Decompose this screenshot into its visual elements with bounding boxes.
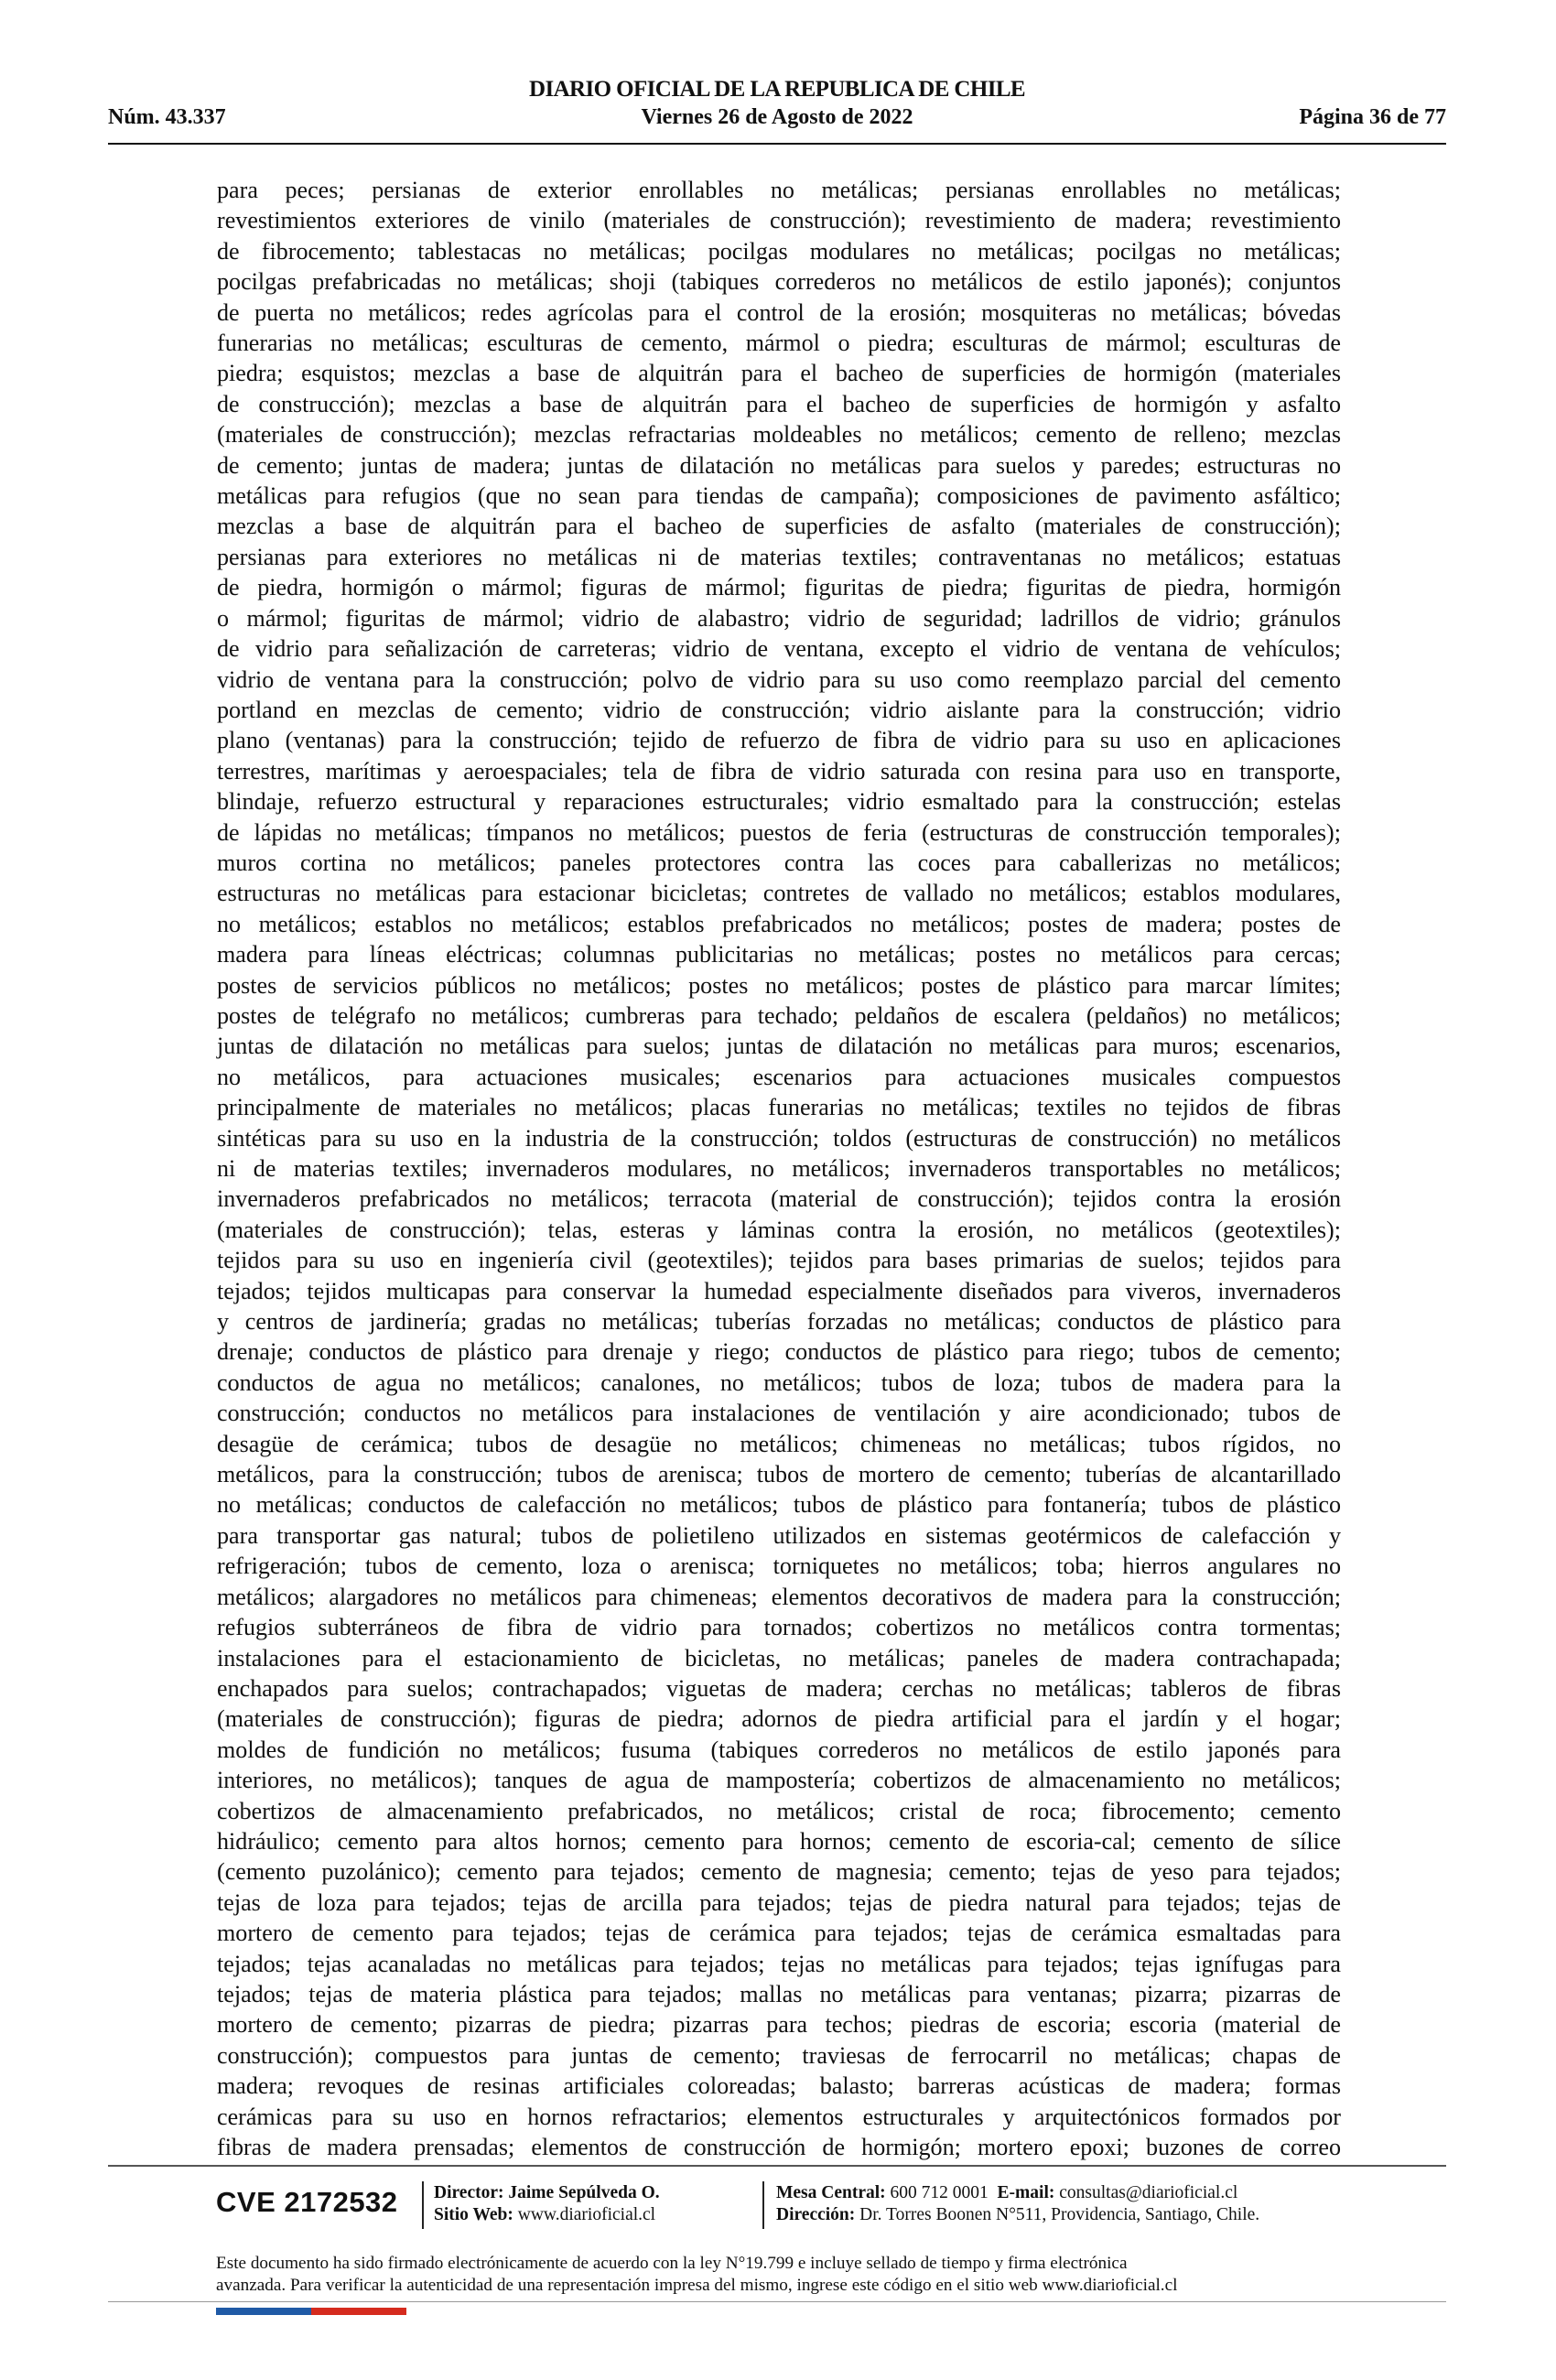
body-text-line: ni de materias textiles; invernaderos modulares, no metálicos; invernaderos transportables no metálicos; xyxy=(217,1155,1341,1182)
body-text-line: cerámicas para su uso en hornos refractarios; elementos estructurales y arquitectónicos formados por xyxy=(217,2103,1341,2130)
body-text-line: juntas de dilatación no metálicas para suelos; juntas de dilatación no metálicas para muros; escenarios, xyxy=(217,1033,1341,1060)
publication-title: DIARIO OFICIAL DE LA REPUBLICA DE CHILE xyxy=(529,77,1025,102)
phone-label: Mesa Central: xyxy=(776,2183,886,2202)
body-text-line: mortero de cemento para tejados; tejas de cerámica para tejados; tejas de cerámica esmaltadas para xyxy=(217,1920,1341,1947)
body-text-line: portland en mezclas de cemento; vidrio de construcción; vidrio aislante para la construcción; vidrio xyxy=(217,696,1341,723)
body-text-line: invernaderos prefabricados no metálicos; terracota (material de construcción); tejidos contra la erosión xyxy=(217,1185,1341,1213)
issue-date: Viernes 26 de Agosto de 2022 xyxy=(641,105,913,129)
address-line xyxy=(776,2204,1259,2226)
body-text-line: de lápidas no metálicas; tímpanos no metálicos; puestos de feria (estructuras de construcción temporales); xyxy=(217,818,1341,846)
footer-contacts-left xyxy=(434,2182,660,2226)
body-text-line: sintéticas para su uso en la industria de la construcción; toldos (estructuras de construcción) no metálicos xyxy=(217,1124,1341,1152)
body-text-line: refrigeración; tubos de cemento, loza o arenisca; torniquetes no metálicos; toba; hierros angulares no xyxy=(217,1552,1341,1580)
body-text-line: no metálicas; conductos de calefacción no metálicos; tubos de plástico para fontanería; tubos de plástico xyxy=(217,1491,1341,1519)
body-text-line: vidrio de ventana para la construcción; polvo de vidrio para su uso como reemplazo parcial del cemento xyxy=(217,665,1341,693)
body-text-line: construcción; conductos no metálicos para instalaciones de ventilación y aire acondicionado; tubos de xyxy=(217,1400,1341,1427)
body-text-line: metálicos; alargadores no metálicos para chimeneas; elementos decorativos de madera para la construcción; xyxy=(217,1583,1341,1610)
flag-stripe-blue xyxy=(216,2308,311,2315)
body-text-line: plano (ventanas) para la construcción; tejido de refuerzo de fibra de vidrio para su uso en aplicaciones xyxy=(217,727,1341,754)
body-text-line: pocilgas prefabricadas no metálicas; shoji (tabiques correderos no metálicos de estilo japonés); conjuntos xyxy=(217,268,1341,296)
body-text-line: de piedra, hormigón o mármol; figuras de mármol; figuritas de piedra; figuritas de piedra, hormigón xyxy=(217,574,1341,601)
body-text-line: estructuras no metálicas para estacionar bicicletas; contretes de vallado no metálicos; establos modulares, xyxy=(217,880,1341,907)
body-text-line: y centros de jardinería; gradas no metálicas; tuberías forzadas no metálicas; conductos de plástico para xyxy=(217,1308,1341,1336)
body-text-line: de cemento; juntas de madera; juntas de dilatación no metálicas para suelos y paredes; estructuras no xyxy=(217,451,1341,479)
website-line xyxy=(434,2204,660,2226)
body-text-line: funerarias no metálicas; esculturas de cemento, mármol o piedra; esculturas de mármol; esculturas de xyxy=(217,330,1341,357)
phone-number: 600 712 0001 xyxy=(890,2183,989,2202)
body-text-line: interiores, no metálicos); tanques de agua de mampostería; cobertizos de almacenamiento no metálicos; xyxy=(217,1767,1341,1794)
body-text-line: persianas para exteriores no metálicas ni de materias textiles; contraventanas no metálicos; estatuas xyxy=(217,543,1341,570)
body-text-line: tejados; tejas de materia plástica para tejados; mallas no metálicas para ventanas; pizarra; pizarras de xyxy=(217,1980,1341,2007)
header-divider xyxy=(108,143,1446,145)
director-name: Jaime Sepúlveda O. xyxy=(508,2183,660,2202)
body-text-line: no metálicos; establos no metálicos; establos prefabricados no metálicos; postes de madera; postes de xyxy=(217,910,1341,937)
body-text-line: muros cortina no metálicos; paneles protectores contra las coces para caballerizas no metálicos; xyxy=(217,849,1341,876)
bottom-divider xyxy=(108,2301,1446,2302)
footer-contacts-right xyxy=(776,2182,1259,2226)
body-text-line: principalmente de materiales no metálicos; placas funerarias no metálicas; textiles no tejidos de fibras xyxy=(217,1094,1341,1121)
body-text-line: de construcción); mezclas a base de alquitrán para el bacheo de superficies de hormigón y asfalto xyxy=(217,390,1341,417)
email-label: E-mail: xyxy=(997,2183,1055,2202)
body-text-line: mezclas a base de alquitrán para el bacheo de superficies de asfalto (materiales de construcción); xyxy=(217,513,1341,540)
body-text-line: madera para líneas eléctricas; columnas publicitarias no metálicas; postes no metálicos para cercas; xyxy=(217,941,1341,968)
body-text-line: drenaje; conductos de plástico para drenaje y riego; conductos de plástico para riego; tubos de cemento; xyxy=(217,1338,1341,1366)
website-link[interactable]: www.diarioficial.cl xyxy=(517,2205,656,2224)
body-text-line: conductos de agua no metálicos; canalones, no metálicos; tubos de loza; tubos de madera para la xyxy=(217,1368,1341,1396)
body-text-line: madera; revoques de resinas artificiales coloreadas; balasto; barreras acústicas de madera; formas xyxy=(217,2072,1341,2100)
body-text-line: enchapados para suelos; contrachapados; viguetas de madera; cerchas no metálicas; tableros de fibras xyxy=(217,1674,1341,1702)
body-text-line: instalaciones para el estacionamiento de bicicletas, no metálicas; paneles de madera contrachapada; xyxy=(217,1644,1341,1671)
body-text-line: para transportar gas natural; tubos de polietileno utilizados en sistemas geotérmicos de calefacción y xyxy=(217,1521,1341,1549)
body-text-line: refugios subterráneos de fibra de vidrio para tornados; cobertizos no metálicos contra tormentas; xyxy=(217,1614,1341,1641)
body-text-line: tejados; tejas acanaladas no metálicas para tejados; tejas no metálicas para tejados; tejas ignífugas para xyxy=(217,1950,1341,1977)
body-text-line: construcción); compuestos para juntas de cemento; traviesas de ferrocarril no metálicas; chapas de xyxy=(217,2041,1341,2069)
phone-email-line xyxy=(776,2182,1259,2204)
body-text-line: (cemento puzolánico); cemento para tejados; cemento de magnesia; cemento; tejas de yeso para tejados; xyxy=(217,1858,1341,1886)
address-label: Dirección: xyxy=(776,2205,856,2224)
body-text-line: metálicas para refugios (que no sean para tiendas de campaña); composiciones de pavimento asfáltico; xyxy=(217,482,1341,510)
body-text-line: fibras de madera prensadas; elementos de construcción de hormigón; mortero epoxi; buzones de correo xyxy=(217,2134,1341,2160)
address-value: Dr. Torres Boonen N°511, Providencia, Santiago, Chile. xyxy=(859,2205,1260,2224)
body-text-line: moldes de fundición no metálicos; fusuma (tabiques correderos no metálicos de estilo japonés para xyxy=(217,1736,1341,1763)
footer-separator xyxy=(762,2181,764,2229)
body-text-line: (materiales de construcción); figuras de piedra; adornos de piedra artificial para el jardín y el hogar; xyxy=(217,1705,1341,1733)
body-text-line: mortero de cemento; pizarras de piedra; pizarras para techos; piedras de escoria; escoria (material de xyxy=(217,2011,1341,2039)
body-text-line: postes de telégrafo no metálicos; cumbreras para techado; peldaños de escalera (peldaños) no metálicos; xyxy=(217,1001,1341,1029)
body-text-line: metálicos, para la construcción; tubos de arenisca; tubos de mortero de cemento; tuberías de alcantarillado xyxy=(217,1461,1341,1488)
body-text-line: tejas de loza para tejados; tejas de arcilla para tejados; tejas de piedra natural para tejados; tejas de xyxy=(217,1888,1341,1916)
body-text-line: (materiales de construcción); mezclas refractarias moldeables no metálicos; cemento de relleno; mezclas xyxy=(217,421,1341,449)
website-label: Sitio Web: xyxy=(434,2205,513,2224)
body-text-line: de puerta no metálicos; redes agrícolas para el control de la erosión; mosquiteras no metálicas; bóvedas xyxy=(217,298,1341,326)
body-text-line: desagüe de cerámica; tubos de desagüe no metálicos; chimeneas no metálicas; tubos rígidos, no xyxy=(217,1430,1341,1457)
director-label: Director: xyxy=(434,2183,504,2202)
legal-notice-line: avanzada. Para verificar la autenticidad de una representación impresa del mismo, ingrese este código en el sitio web www.diarioficial.cl xyxy=(216,2276,1178,2295)
document-body xyxy=(217,175,1341,2162)
body-text-line: tejados; tejidos multicapas para conservar la humedad especialmente diseñados para viveros, invernaderos xyxy=(217,1277,1341,1304)
body-text-line: postes de servicios públicos no metálicos; postes no metálicos; postes de plástico para marcar límites; xyxy=(217,971,1341,999)
body-text-line: de vidrio para señalización de carreteras; vidrio de ventana, excepto el vidrio de ventana de vehículos; xyxy=(217,635,1341,663)
body-text-line: hidráulico; cemento para altos hornos; cemento para hornos; cemento de escoria-cal; cemento de sílice xyxy=(217,1827,1341,1855)
footer-separator xyxy=(422,2181,424,2229)
flag-stripe-red xyxy=(311,2308,406,2315)
cve-code: CVE 2172532 xyxy=(216,2186,398,2218)
footer-divider xyxy=(108,2165,1446,2167)
page-indicator: Página 36 de 77 xyxy=(1299,105,1446,129)
director-line xyxy=(434,2182,660,2204)
body-text-line: de fibrocemento; tablestacas no metálicas; pocilgas modulares no metálicas; pocilgas no metálicas; xyxy=(217,237,1341,265)
body-text-line: (materiales de construcción); telas, esteras y láminas contra la erosión, no metálicos (geotextiles); xyxy=(217,1216,1341,1243)
body-text-line: cobertizos de almacenamiento prefabricados, no metálicos; cristal de roca; fibrocemento; cemento xyxy=(217,1797,1341,1824)
body-text-line: blindaje, refuerzo estructural y reparaciones estructurales; vidrio esmaltado para la construcción; estelas xyxy=(217,788,1341,816)
legal-notice-line: Este documento ha sido firmado electrónicamente de acuerdo con la ley N°19.799 e incluye sellado de tiempo y firma electrónica xyxy=(216,2254,1128,2273)
body-text-line: piedra; esquistos; mezclas a base de alquitrán para el bacheo de superficies de hormigón (materiales xyxy=(217,360,1341,387)
body-text-line: revestimientos exteriores de vinilo (materiales de construcción); revestimiento de madera; revestimiento xyxy=(217,207,1341,234)
body-text-line: para peces; persianas de exterior enrollables no metálicas; persianas enrollables no metálicas; xyxy=(217,177,1341,203)
email-link[interactable]: consultas@diarioficial.cl xyxy=(1059,2183,1238,2202)
body-text-line: terrestres, marítimas y aeroespaciales; tela de fibra de vidrio saturada con resina para uso en transporte, xyxy=(217,757,1341,784)
page-header xyxy=(108,77,1446,146)
issue-number: Núm. 43.337 xyxy=(108,105,226,129)
legal-notice xyxy=(216,2253,1342,2297)
body-text-line: no metálicos, para actuaciones musicales; escenarios para actuaciones musicales compuestos xyxy=(217,1063,1341,1090)
body-text-line: o mármol; figuritas de mármol; vidrio de alabastro; vidrio de seguridad; ladrillos de vidrio; gránulos xyxy=(217,604,1341,632)
body-text-line: tejidos para su uso en ingeniería civil (geotextiles); tejidos para bases primarias de suelos; tejidos para xyxy=(217,1247,1341,1274)
